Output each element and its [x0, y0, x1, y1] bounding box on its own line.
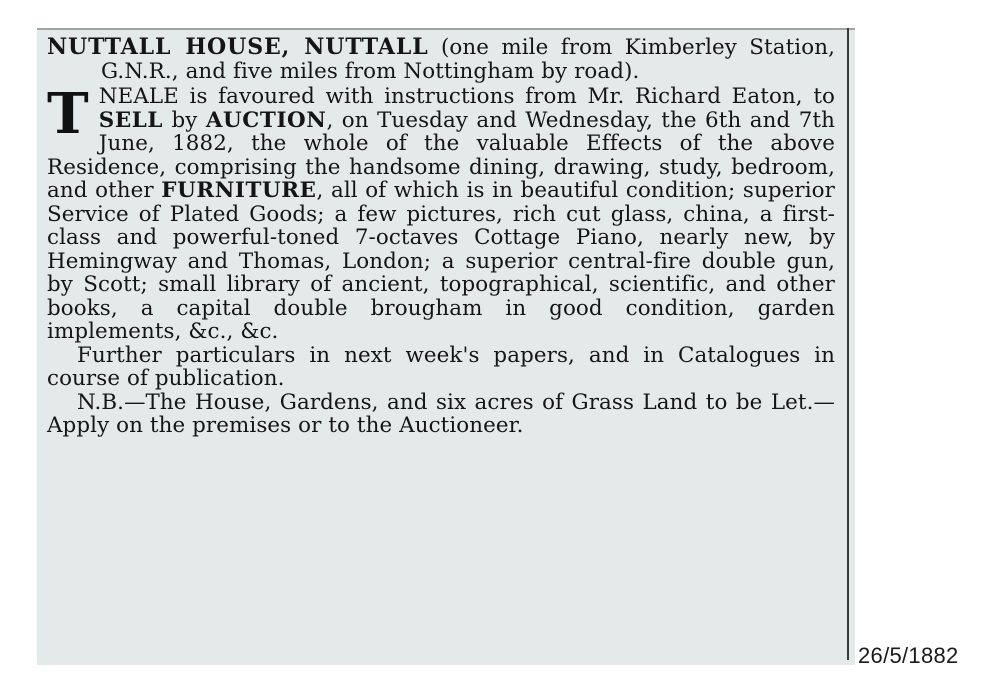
ad-heading-title: NUTTALL HOUSE, NUTTALL [47, 34, 429, 60]
sale-keyword-auction: AUCTION [205, 107, 327, 133]
ad-heading-location: (one mile from Kimberley Station, G.N.R., and five miles from Nottingham by road). [101, 35, 835, 84]
sale-text-d: , all of which is in beautiful condition; superior Service of Plated Goods; a few pictures, rich cut glass, china, a first-class and powerful-toned 7-octaves Cottage Piano, nearly new, by Hemingway and Thomas, London; a superior central-fire double gun, by Scott; small library of ancient, topographical, scientific, and other books, a capital double brougham in good condition, garden implements, &c., &c. [47, 178, 835, 344]
date-stamp: 26/5/1882 [858, 643, 959, 668]
auction-advertisement [47, 36, 835, 438]
column-rule [847, 28, 849, 660]
sale-text-b: by [163, 107, 206, 133]
sale-text-a: NEALE is favoured with instructions from Mr. Richard Eaton, to [98, 84, 835, 109]
ad-heading [47, 36, 835, 83]
ad-paragraph-nb: N.B.—The House, Gardens, and six acres of Grass Land to be Let.—Apply on the premises or to the Auctioneer. [47, 389, 835, 438]
sale-text-c: , on Tuesday and Wednesday, the 6th and 7th June, 1882, the whole of the valuable Effects of the above Residence, comprising the handsome dining, drawing, study, bedroom, and other [47, 107, 835, 203]
sale-keyword-furniture: FURNITURE [161, 178, 317, 203]
drop-cap: T [47, 81, 89, 147]
top-rule [37, 28, 855, 30]
ad-paragraph-particulars: Further particulars in next week's papers, and in Catalogues in course of publication. [47, 342, 835, 391]
ad-paragraph-sale [47, 81, 835, 344]
sale-keyword-sell: SELL [98, 107, 164, 133]
newspaper-clipping [37, 28, 855, 665]
